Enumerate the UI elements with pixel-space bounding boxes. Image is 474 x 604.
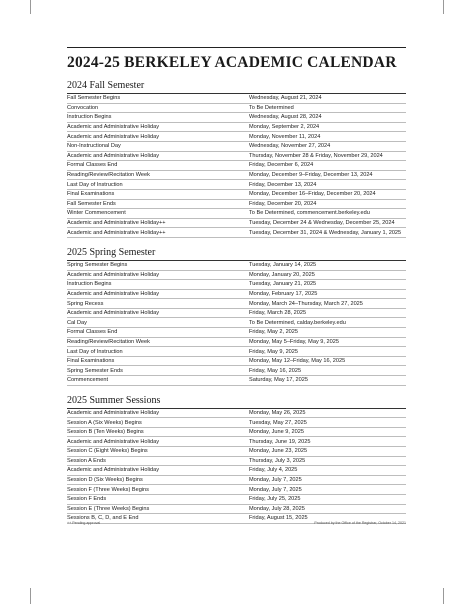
event-date: Tuesday, January 21, 2025 <box>249 281 317 288</box>
event-date: Monday, December 9–Friday, December 13, 2024 <box>249 172 373 179</box>
event-date: Friday, May 16, 2025 <box>249 367 302 374</box>
table-row <box>67 505 406 515</box>
event-date: Wednesday, November 27, 2024 <box>249 143 331 150</box>
event-name: Fall Semester Begins <box>67 95 121 102</box>
calendar-section <box>67 395 406 524</box>
table-row <box>67 271 406 281</box>
table-row <box>67 190 406 200</box>
table-row <box>67 104 406 114</box>
table-row <box>67 309 406 319</box>
event-name: Academic and Administrative Holiday <box>67 310 160 317</box>
event-name: Session E (Three Weeks) Begins <box>67 505 150 512</box>
table-row <box>67 457 406 467</box>
event-name: Academic and Administrative Holiday <box>67 124 160 131</box>
event-name: Academic and Administrative Holiday <box>67 467 160 474</box>
table-row <box>67 142 406 152</box>
event-date: Thursday, July 3, 2025 <box>249 457 306 464</box>
event-name: Session A Ends <box>67 457 106 464</box>
event-name: Session A (Six Weeks) Begins <box>67 419 142 426</box>
event-name: Session D (Six Weeks) Begins <box>67 477 143 484</box>
event-date: Monday, July 28, 2025 <box>249 505 305 512</box>
table-row <box>67 338 406 348</box>
footer-credit: Produced by the Office of the Registrar, October 14, 2021 <box>314 521 406 525</box>
event-date: To Be Determined, commencement.berkeley.edu <box>249 210 370 217</box>
event-date: Monday, March 24–Thursday, March 27, 2025 <box>249 300 363 307</box>
event-date: Friday, August 15, 2025 <box>249 515 308 522</box>
table-row <box>67 180 406 190</box>
table-row <box>67 318 406 328</box>
page-footer <box>67 521 406 525</box>
event-name: Academic and Administrative Holiday <box>67 290 160 297</box>
event-name: Academic and Administrative Holiday <box>67 409 160 416</box>
event-date: Thursday, November 28 & Friday, November 29, 2024 <box>249 152 383 159</box>
table-row <box>67 357 406 367</box>
event-date: Monday, July 7, 2025 <box>249 477 302 484</box>
calendar-section <box>67 247 406 386</box>
event-name: Formal Classes End <box>67 162 118 169</box>
event-date: Monday, May 26, 2025 <box>249 409 306 416</box>
event-date: Monday, September 2, 2024 <box>249 124 320 131</box>
event-date: To Be Determined, calday.berkeley.edu <box>249 319 346 326</box>
top-rule <box>67 47 406 48</box>
event-date: Monday, May 5–Friday, May 9, 2025 <box>249 338 339 345</box>
table-row <box>67 113 406 123</box>
event-name: Academic and Administrative Holiday <box>67 152 160 159</box>
page-title: 2024-25 BERKELEY ACADEMIC CALENDAR <box>67 54 397 71</box>
calendar-section <box>67 80 406 238</box>
crop-mark-top-left <box>30 0 31 14</box>
table-row <box>67 219 406 229</box>
event-name: Instruction Begins <box>67 114 112 121</box>
event-date: Tuesday, May 27, 2025 <box>249 419 307 426</box>
event-name: Final Examinations <box>67 191 115 198</box>
event-date: Monday, February 17, 2025 <box>249 290 318 297</box>
table-row <box>67 447 406 457</box>
event-name: Spring Semester Ends <box>67 367 123 374</box>
event-date: Wednesday, August 28, 2024 <box>249 114 322 121</box>
event-date: Monday, July 7, 2025 <box>249 486 302 493</box>
table-row <box>67 200 406 210</box>
table-row <box>67 290 406 300</box>
crop-mark-bottom-right <box>443 588 444 604</box>
event-date: Wednesday, August 21, 2024 <box>249 95 322 102</box>
event-name: Session B (Ten Weeks) Begins <box>67 429 144 436</box>
table-row <box>67 171 406 181</box>
event-name: Sessions B, C, D, and E End <box>67 515 139 522</box>
event-name: Session C (Eight Weeks) Begins <box>67 448 148 455</box>
event-name: Commencement <box>67 377 109 384</box>
table-row <box>67 209 406 219</box>
event-date: Friday, May 2, 2025 <box>249 329 299 336</box>
event-name: Reading/Review/Recitation Week <box>67 338 150 345</box>
event-name: Instruction Begins <box>67 281 112 288</box>
table-row <box>67 152 406 162</box>
table-row <box>67 261 406 271</box>
event-name: Academic and Administrative Holiday <box>67 133 160 140</box>
event-date: Tuesday, December 24 & Wednesday, December 25, 2024 <box>249 220 395 227</box>
event-name: Spring Semester Begins <box>67 262 128 269</box>
event-name: Spring Recess <box>67 300 104 307</box>
event-name: Academic and Administrative Holiday++ <box>67 229 166 236</box>
table-row <box>67 476 406 486</box>
calendar-page <box>67 47 406 533</box>
crop-mark-bottom-left <box>30 588 31 604</box>
crop-mark-top-right <box>443 0 444 14</box>
section-heading: 2025 Spring Semester <box>67 247 406 261</box>
table-row <box>67 495 406 505</box>
section-heading: 2024 Fall Semester <box>67 80 406 94</box>
table-row <box>67 428 406 438</box>
event-date: Monday, November 11, 2024 <box>249 133 321 140</box>
event-name: Non-Instructional Day <box>67 143 121 150</box>
event-date: Friday, March 28, 2025 <box>249 310 307 317</box>
table-row <box>67 347 406 357</box>
event-name: Fall Semester Ends <box>67 200 116 207</box>
event-name: Winter Commencement <box>67 210 126 217</box>
event-name: Cal Day <box>67 319 87 326</box>
table-row <box>67 376 406 386</box>
event-date: Friday, December 6, 2024 <box>249 162 314 169</box>
event-name: Session F Ends <box>67 496 107 503</box>
event-name: Convocation <box>67 104 99 111</box>
table-row <box>67 161 406 171</box>
table-row <box>67 94 406 104</box>
calendar-sections <box>67 80 406 524</box>
event-name: Final Examinations <box>67 358 115 365</box>
event-date: Friday, December 13, 2024 <box>249 181 317 188</box>
event-date: Monday, May 12–Friday, May 16, 2025 <box>249 358 346 365</box>
event-name: Academic and Administrative Holiday <box>67 438 160 445</box>
event-date: Saturday, May 17, 2025 <box>249 377 308 384</box>
table-row <box>67 366 406 376</box>
event-name: Formal Classes End <box>67 329 118 336</box>
event-date: Tuesday, January 14, 2025 <box>249 262 317 269</box>
event-date: Friday, July 4, 2025 <box>249 467 298 474</box>
table-row <box>67 299 406 309</box>
table-row <box>67 466 406 476</box>
event-date: Tuesday, December 31, 2024 & Wednesday, January 1, 2025 <box>249 229 402 236</box>
table-row <box>67 418 406 428</box>
event-name: Last Day of Instruction <box>67 181 123 188</box>
table-row <box>67 437 406 447</box>
footer-note: ++ Pending approval <box>67 521 101 525</box>
table-row <box>67 280 406 290</box>
table-row <box>67 228 406 238</box>
table-row <box>67 328 406 338</box>
table-row <box>67 132 406 142</box>
table-row <box>67 123 406 133</box>
event-date: Friday, May 9, 2025 <box>249 348 299 355</box>
table-row <box>67 409 406 419</box>
event-date: To Be Determined <box>249 104 294 111</box>
event-date: Monday, June 23, 2025 <box>249 448 308 455</box>
event-name: Reading/Review/Recitation Week <box>67 172 150 179</box>
event-name: Session F (Three Weeks) Begins <box>67 486 149 493</box>
event-date: Monday, June 9, 2025 <box>249 429 304 436</box>
table-row <box>67 485 406 495</box>
event-date: Thursday, June 19, 2025 <box>249 438 311 445</box>
section-heading: 2025 Summer Sessions <box>67 395 406 409</box>
event-name: Academic and Administrative Holiday <box>67 271 160 278</box>
event-name: Academic and Administrative Holiday++ <box>67 220 166 227</box>
event-name: Last Day of Instruction <box>67 348 123 355</box>
event-date: Monday, December 16–Friday, December 20, 2024 <box>249 191 376 198</box>
event-date: Friday, July 25, 2025 <box>249 496 301 503</box>
event-date: Monday, January 20, 2025 <box>249 271 315 278</box>
event-date: Friday, December 20, 2024 <box>249 200 317 207</box>
